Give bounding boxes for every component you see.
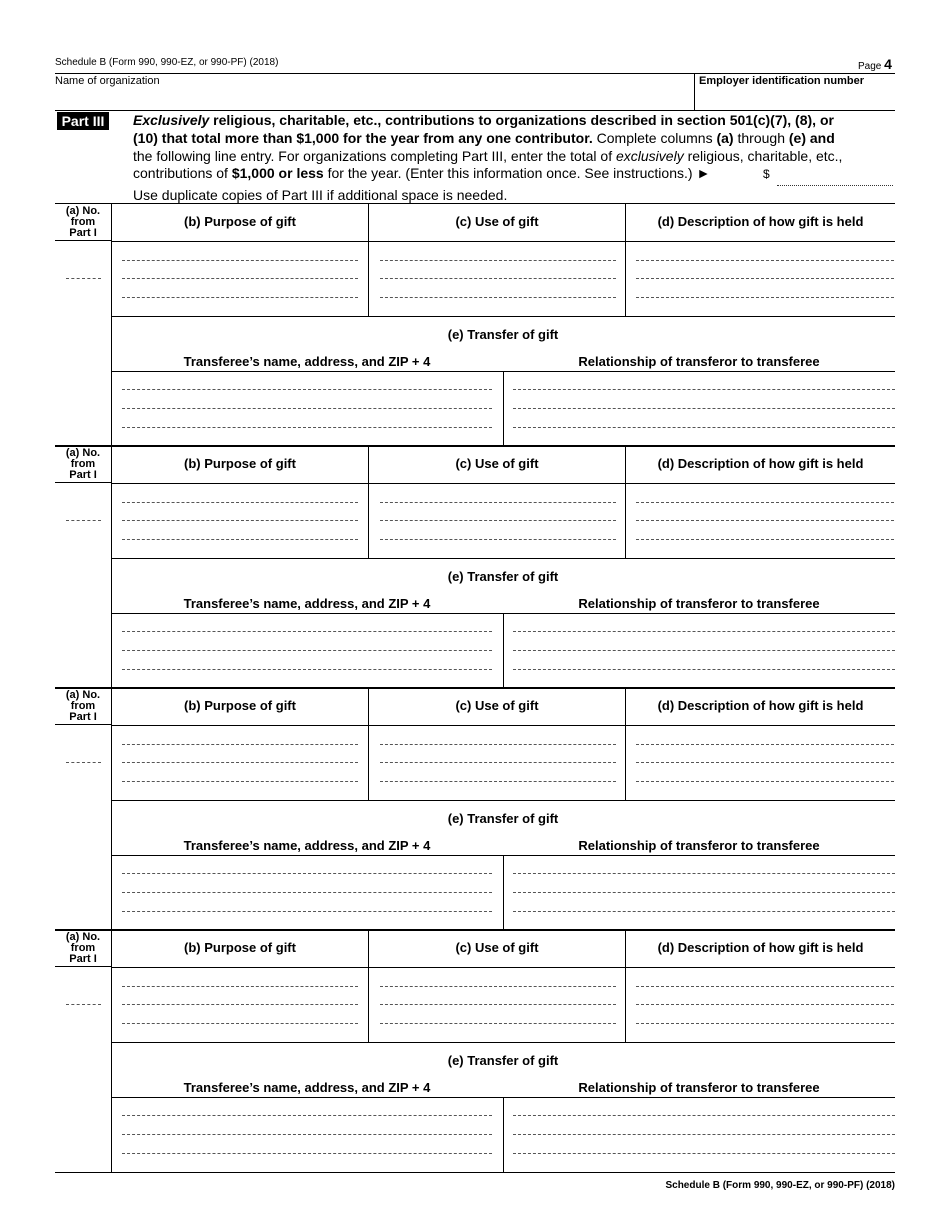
relationship-entry-field[interactable] [513,394,895,408]
part-iii-line3-a: the following line entry. For organizations completing Part III, enter the total of [133,148,616,164]
col-b-entry-line [122,1004,358,1005]
col-d-entry-line [636,986,894,987]
col-a-separator [111,445,112,688]
col-b-entry-field[interactable] [122,488,358,502]
bcd-header-rule [111,483,895,484]
col-b-entry-line [122,502,358,503]
block-top-rule [55,687,895,689]
col-c-entry-field[interactable] [380,506,616,520]
bcd-bottom-rule [111,800,895,801]
transferee-entry-line [122,650,492,651]
col-c-entry-field[interactable] [380,1009,616,1023]
col-b-entry-line [122,986,358,987]
transferee-entry-field[interactable] [122,617,492,631]
relationship-entry-field[interactable] [513,655,895,669]
cd-separator [625,445,626,558]
part-iii-line2-normal: Complete columns [592,130,717,146]
col-b-entry-field[interactable] [122,730,358,744]
col-b-header: (b) Purpose of gift [184,214,296,229]
transferee-header: Transferee’s name, address, and ZIP + 4 [183,596,431,611]
transferee-header: Transferee’s name, address, and ZIP + 4 [183,1080,431,1095]
col-c-header: (c) Use of gift [455,456,539,471]
part-iii-line4 [133,165,710,181]
part-iii-line5: Use duplicate copies of Part III if additional space is needed. [133,187,508,203]
col-b-entry-field[interactable] [122,264,358,278]
col-d-entry-field[interactable] [636,767,894,781]
gift-block-1 [0,203,950,446]
col-c-entry-field[interactable] [380,767,616,781]
col-c-header: (c) Use of gift [455,214,539,229]
col-d-entry-field[interactable] [636,525,894,539]
relationship-entry-line [513,1134,895,1135]
col-d-entry-field[interactable] [636,246,894,260]
relationship-entry-line [513,892,895,893]
col-b-header: (b) Purpose of gift [184,940,296,955]
col-d-header: (d) Description of how gift is held [657,698,864,713]
col-c-entry-field[interactable] [380,488,616,502]
transferee-entry-line [122,1153,492,1154]
col-a-entry-field[interactable] [64,263,104,277]
header-rule [55,73,895,74]
col-e-header: (e) Transfer of gift [447,811,559,826]
bcd-bottom-rule [111,1042,895,1043]
relationship-entry-line [513,427,895,428]
col-a-header-line: Part I [69,953,97,965]
part-iii-line1-bold: religious, charitable, etc., contributions to organizations described in section 501(c)(7), (8), or [209,112,834,128]
col-c-entry-line [380,260,616,261]
relationship-entry-field[interactable] [513,413,895,427]
transferee-entry-line [122,873,492,874]
org-name-label: Name of organization [55,75,160,87]
col-c-entry-line [380,1004,616,1005]
col-b-entry-field[interactable] [122,972,358,986]
transferee-entry-field[interactable] [122,1120,492,1134]
e-separator [503,855,504,930]
col-a-header-line: from [70,216,96,228]
relationship-entry-field[interactable] [513,859,895,873]
part-iii-tag: Part III [57,112,109,130]
part-iii-line3 [133,148,842,164]
col-d-entry-field[interactable] [636,264,894,278]
col-d-entry-field[interactable] [636,990,894,1004]
col-c-entry-field[interactable] [380,972,616,986]
transferee-entry-field[interactable] [122,1101,492,1115]
relationship-entry-line [513,650,895,651]
col-a-header-rule [55,240,111,241]
col-b-entry-field[interactable] [122,246,358,260]
transferee-entry-field[interactable] [122,897,492,911]
transferee-entry-line [122,892,492,893]
col-a-header-rule [55,482,111,483]
bcd-bottom-rule [111,316,895,317]
col-d-header: (d) Description of how gift is held [657,456,864,471]
cd-separator [625,203,626,316]
relationship-entry-field[interactable] [513,617,895,631]
transferee-entry-field[interactable] [122,394,492,408]
col-d-entry-line [636,297,894,298]
col-c-entry-field[interactable] [380,748,616,762]
col-c-entry-line [380,781,616,782]
bcd-header-rule [111,241,895,242]
col-a-entry-field[interactable] [64,505,104,519]
col-a-entry-line [66,1004,101,1005]
bc-separator [368,445,369,558]
org-name-field[interactable] [60,90,680,104]
part-iii-line2-e: (e) and [788,130,835,146]
relationship-header: Relationship of transferor to transferee [578,596,820,611]
col-c-header: (c) Use of gift [455,940,539,955]
col-c-entry-field[interactable] [380,730,616,744]
transferee-entry-line [122,427,492,428]
col-c-entry-line [380,744,616,745]
col-d-entry-field[interactable] [636,506,894,520]
transferee-entry-line [122,389,492,390]
relationship-entry-line [513,669,895,670]
col-c-entry-line [380,502,616,503]
col-a-header [55,932,111,965]
col-a-entry-field[interactable] [64,747,104,761]
relationship-entry-line [513,408,895,409]
part-iii-line1 [133,112,834,128]
col-d-entry-field[interactable] [636,730,894,744]
relationship-entry-line [513,389,895,390]
col-d-entry-field[interactable] [636,972,894,986]
col-c-entry-field[interactable] [380,283,616,297]
page-label [858,56,892,72]
gift-block-4 [0,929,950,1172]
col-b-entry-line [122,762,358,763]
col-a-header-line: (a) No. [65,689,101,701]
col-a-separator [111,929,112,1172]
ein-field[interactable] [700,90,890,104]
col-a-header-line: (a) No. [65,205,101,217]
col-d-entry-line [636,762,894,763]
col-c-header: (c) Use of gift [455,698,539,713]
col-c-entry-line [380,1023,616,1024]
col-a-header [55,448,111,481]
col-b-entry-line [122,297,358,298]
col-a-header-line: Part I [69,227,97,239]
col-b-header: (b) Purpose of gift [184,698,296,713]
col-b-entry-line [122,781,358,782]
col-c-entry-line [380,986,616,987]
transferee-entry-line [122,1134,492,1135]
col-e-header: (e) Transfer of gift [447,569,559,584]
footer-form-title: Schedule B (Form 990, 990-EZ, or 990-PF) (2018) [665,1180,895,1191]
bc-separator [368,203,369,316]
part-iii-line4-b: for the year. (Enter this information once. See instructions.) [323,165,697,181]
header-divider [694,73,695,110]
col-b-entry-line [122,1023,358,1024]
e-separator [503,613,504,688]
col-a-entry-line [66,278,101,279]
relationship-entry-line [513,873,895,874]
col-c-entry-line [380,278,616,279]
relationship-entry-field[interactable] [513,1120,895,1134]
col-b-entry-line [122,520,358,521]
block-top-rule [55,445,895,447]
bc-separator [368,687,369,800]
col-d-entry-field[interactable] [636,488,894,502]
col-d-entry-line [636,539,894,540]
col-a-entry-line [66,520,101,521]
col-d-entry-line [636,781,894,782]
total-amount-line [777,185,893,186]
bcd-bottom-rule [111,558,895,559]
transferee-entry-field[interactable] [122,1139,492,1153]
col-c-entry-line [380,520,616,521]
part-iii-line4-a: contributions of [133,165,232,181]
page-number: 4 [884,56,892,72]
col-b-entry-line [122,278,358,279]
dollar-sign: $ [763,167,770,181]
ein-label: Employer identification number [699,75,865,87]
relationship-entry-field[interactable] [513,878,895,892]
col-b-entry-line [122,744,358,745]
col-b-entry-field[interactable] [122,525,358,539]
transferee-entry-field[interactable] [122,375,492,389]
cd-separator [625,929,626,1042]
relationship-header: Relationship of transferor to transferee [578,354,820,369]
col-c-entry-line [380,762,616,763]
col-d-entry-line [636,260,894,261]
col-a-header-line: Part I [69,469,97,481]
relationship-entry-field[interactable] [513,897,895,911]
part-iii-line2-a: (a) [716,130,734,146]
transferee-entry-line [122,631,492,632]
form-title: Schedule B (Form 990, 990-EZ, or 990-PF) (2018) [55,57,279,68]
transferee-entry-line [122,408,492,409]
arrow-icon: ► [696,165,711,181]
part-iii-line4-bold: $1,000 or less [231,165,324,181]
relationship-entry-field[interactable] [513,1139,895,1153]
transferee-entry-line [122,669,492,670]
col-b-header: (b) Purpose of gift [184,456,296,471]
col-a-header-line: from [70,942,96,954]
col-c-entry-line [380,539,616,540]
transferee-entry-field[interactable] [122,878,492,892]
part-iii-line1-italic: Exclusively [133,112,210,128]
col-a-header [55,206,111,239]
col-b-entry-field[interactable] [122,748,358,762]
block-top-rule [55,929,895,931]
col-b-entry-field[interactable] [122,767,358,781]
e-separator [503,371,504,446]
col-d-entry-field[interactable] [636,1009,894,1023]
col-a-separator [111,687,112,930]
col-d-header: (d) Description of how gift is held [657,214,864,229]
col-d-entry-line [636,1023,894,1024]
col-c-entry-field[interactable] [380,525,616,539]
transferee-entry-field[interactable] [122,636,492,650]
col-d-entry-field[interactable] [636,283,894,297]
gift-block-3 [0,687,950,930]
col-d-header: (d) Description of how gift is held [657,940,864,955]
gift-block-2 [0,445,950,688]
col-d-entry-line [636,1004,894,1005]
block-top-rule [55,203,895,204]
footer-rule [55,1172,895,1173]
col-a-header-line: Part I [69,711,97,723]
bcd-header-rule [111,967,895,968]
part-iii-line2-bold: (10) that total more than $1,000 for the year from any one contributor. [133,130,593,146]
transferee-entry-line [122,1115,492,1116]
header-bottom-rule [55,110,895,111]
part-iii-line3-b: religious, charitable, etc., [683,148,843,164]
col-b-entry-line [122,260,358,261]
col-b-entry-field[interactable] [122,1009,358,1023]
relationship-header: Relationship of transferor to transferee [578,1080,820,1095]
relationship-entry-line [513,1115,895,1116]
e-separator [503,1097,504,1172]
transferee-header: Transferee’s name, address, and ZIP + 4 [183,838,431,853]
relationship-entry-line [513,631,895,632]
col-d-entry-line [636,278,894,279]
col-a-separator [111,203,112,446]
col-a-header-line: from [70,700,96,712]
col-b-entry-field[interactable] [122,283,358,297]
col-c-entry-line [380,297,616,298]
col-d-entry-line [636,502,894,503]
relationship-entry-line [513,911,895,912]
relationship-entry-field[interactable] [513,1101,895,1115]
col-c-entry-field[interactable] [380,264,616,278]
col-e-header: (e) Transfer of gift [447,327,559,342]
col-a-header-line: (a) No. [65,931,101,943]
relationship-entry-field[interactable] [513,375,895,389]
col-c-entry-field[interactable] [380,990,616,1004]
col-b-entry-line [122,539,358,540]
cd-separator [625,687,626,800]
col-a-header-line: from [70,458,96,470]
col-d-entry-field[interactable] [636,748,894,762]
col-a-entry-line [66,762,101,763]
relationship-entry-field[interactable] [513,636,895,650]
transferee-entry-field[interactable] [122,859,492,873]
transferee-entry-line [122,911,492,912]
col-a-header-line: (a) No. [65,447,101,459]
col-b-entry-field[interactable] [122,506,358,520]
col-c-entry-field[interactable] [380,246,616,260]
bc-separator [368,929,369,1042]
transferee-header: Transferee’s name, address, and ZIP + 4 [183,354,431,369]
part-iii-line2 [133,130,835,146]
col-a-entry-field[interactable] [64,989,104,1003]
part-iii-line2-through: through [733,130,789,146]
col-a-header [55,690,111,723]
col-a-header-rule [55,966,111,967]
relationship-entry-line [513,1153,895,1154]
part-iii-line3-italic: exclusively [616,148,684,164]
relationship-header: Relationship of transferor to transferee [578,838,820,853]
bcd-header-rule [111,725,895,726]
col-e-header: (e) Transfer of gift [447,1053,559,1068]
col-a-header-rule [55,724,111,725]
total-amount-field[interactable] [778,169,892,183]
transferee-entry-field[interactable] [122,655,492,669]
col-d-entry-line [636,520,894,521]
col-b-entry-field[interactable] [122,990,358,1004]
transferee-entry-field[interactable] [122,413,492,427]
page-label-text: Page [858,61,882,72]
col-d-entry-line [636,744,894,745]
